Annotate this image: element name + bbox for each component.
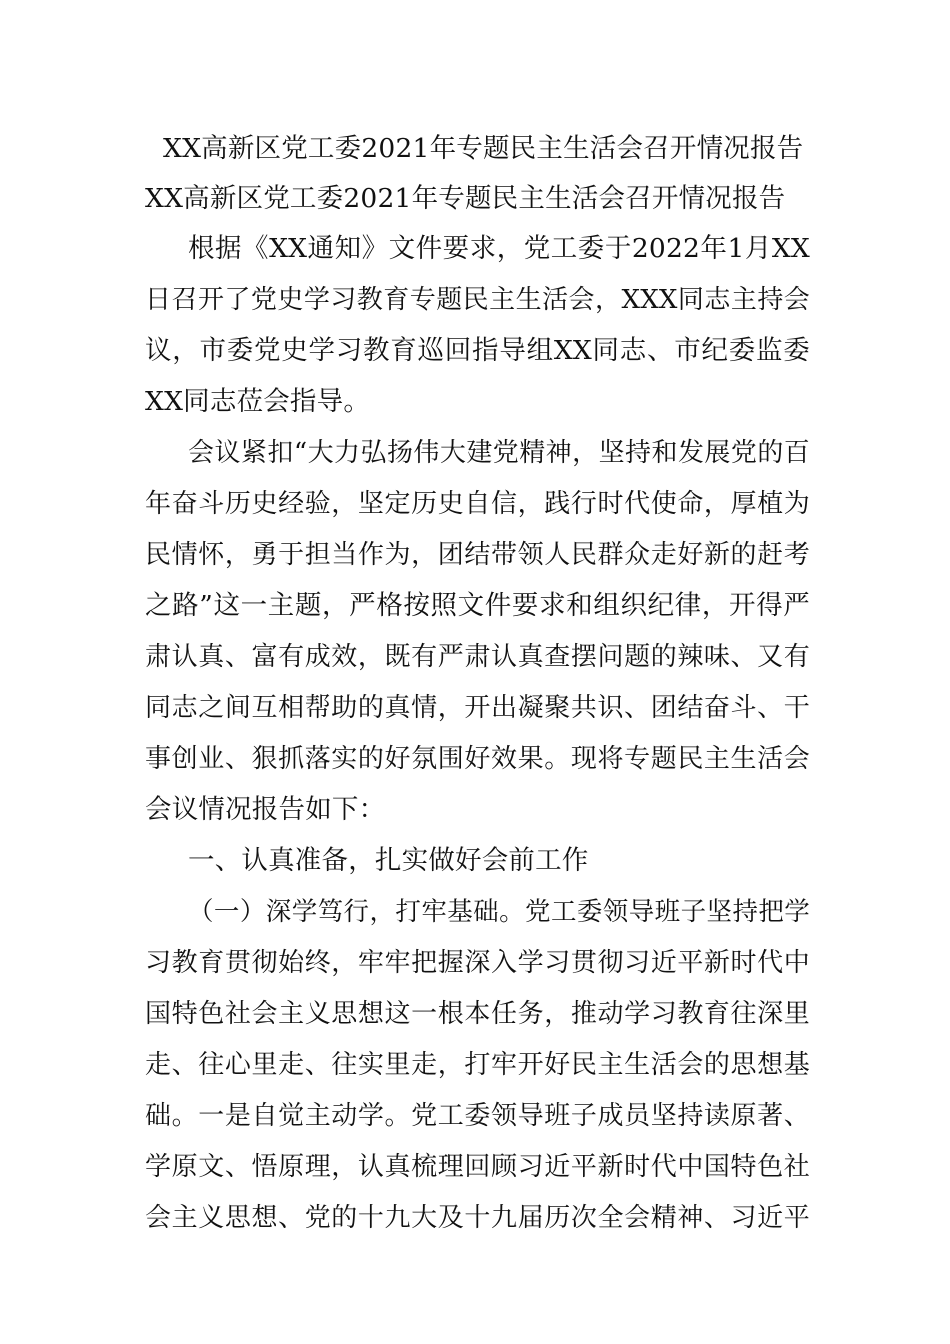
document-subtitle: XX高新区党工委2021年专题民主生活会召开情况报告: [145, 183, 786, 214]
paragraph-line: 走、往心里走、往实里走，打牢开好民主生活会的思想基: [145, 1050, 810, 1080]
paragraph-line: 之路”这一主题，严格按照文件要求和组织纪律，开得严: [145, 590, 810, 621]
paragraph-line: 民情怀，勇于担当作为，团结带领人民群众走好新的赶考: [145, 540, 810, 570]
paragraph-line: 事创业、狠抓落实的好氛围好效果。现将专题民主生活会: [145, 744, 810, 774]
paragraph-line: 同志之间互相帮助的真情，开出凝聚共识、团结奋斗、干: [145, 693, 810, 723]
paragraph-line: 国特色社会主义思想这一根本任务，推动学习教育往深里: [145, 999, 810, 1029]
paragraph-line: XX同志莅会指导。: [145, 386, 371, 417]
paragraph-line: 根据《XX通知》文件要求，党工委于2022年1月XX: [188, 233, 810, 264]
paragraph-line: 年奋斗历史经验，坚定历史自信，践行时代使命，厚植为: [145, 489, 810, 519]
paragraph-line: 会议紧扣“大力弘扬伟大建党精神，坚持和发展党的百: [188, 438, 810, 468]
paragraph-line: 肃认真、富有成效，既有严肃认真查摆问题的辣味、又有: [145, 642, 810, 672]
paragraph-line: 日召开了党史学习教育专题民主生活会，XXX同志主持会: [145, 285, 810, 315]
paragraph-line: 础。一是自觉主动学。党工委领导班子成员坚持读原著、: [145, 1101, 810, 1131]
document-title: XX高新区党工委2021年专题民主生活会召开情况报告: [163, 133, 804, 164]
paragraph-line: 会主义思想、党的十九大及十九届历次全会精神、习近平: [145, 1203, 810, 1233]
paragraph-line: 会议情况报告如下：: [145, 794, 386, 825]
paragraph-line: 议，市委党史学习教育巡回指导组XX同志、市纪委监委: [145, 335, 810, 366]
section-heading: 一、认真准备，扎实做好会前工作: [188, 845, 589, 876]
paragraph-line: （一）深学笃行，打牢基础。党工委领导班子坚持把学: [188, 897, 810, 927]
paragraph-line: 习教育贯彻始终，牢牢把握深入学习贯彻习近平新时代中: [145, 948, 810, 978]
paragraph-line: 学原文、悟原理，认真梳理回顾习近平新时代中国特色社: [145, 1152, 810, 1182]
